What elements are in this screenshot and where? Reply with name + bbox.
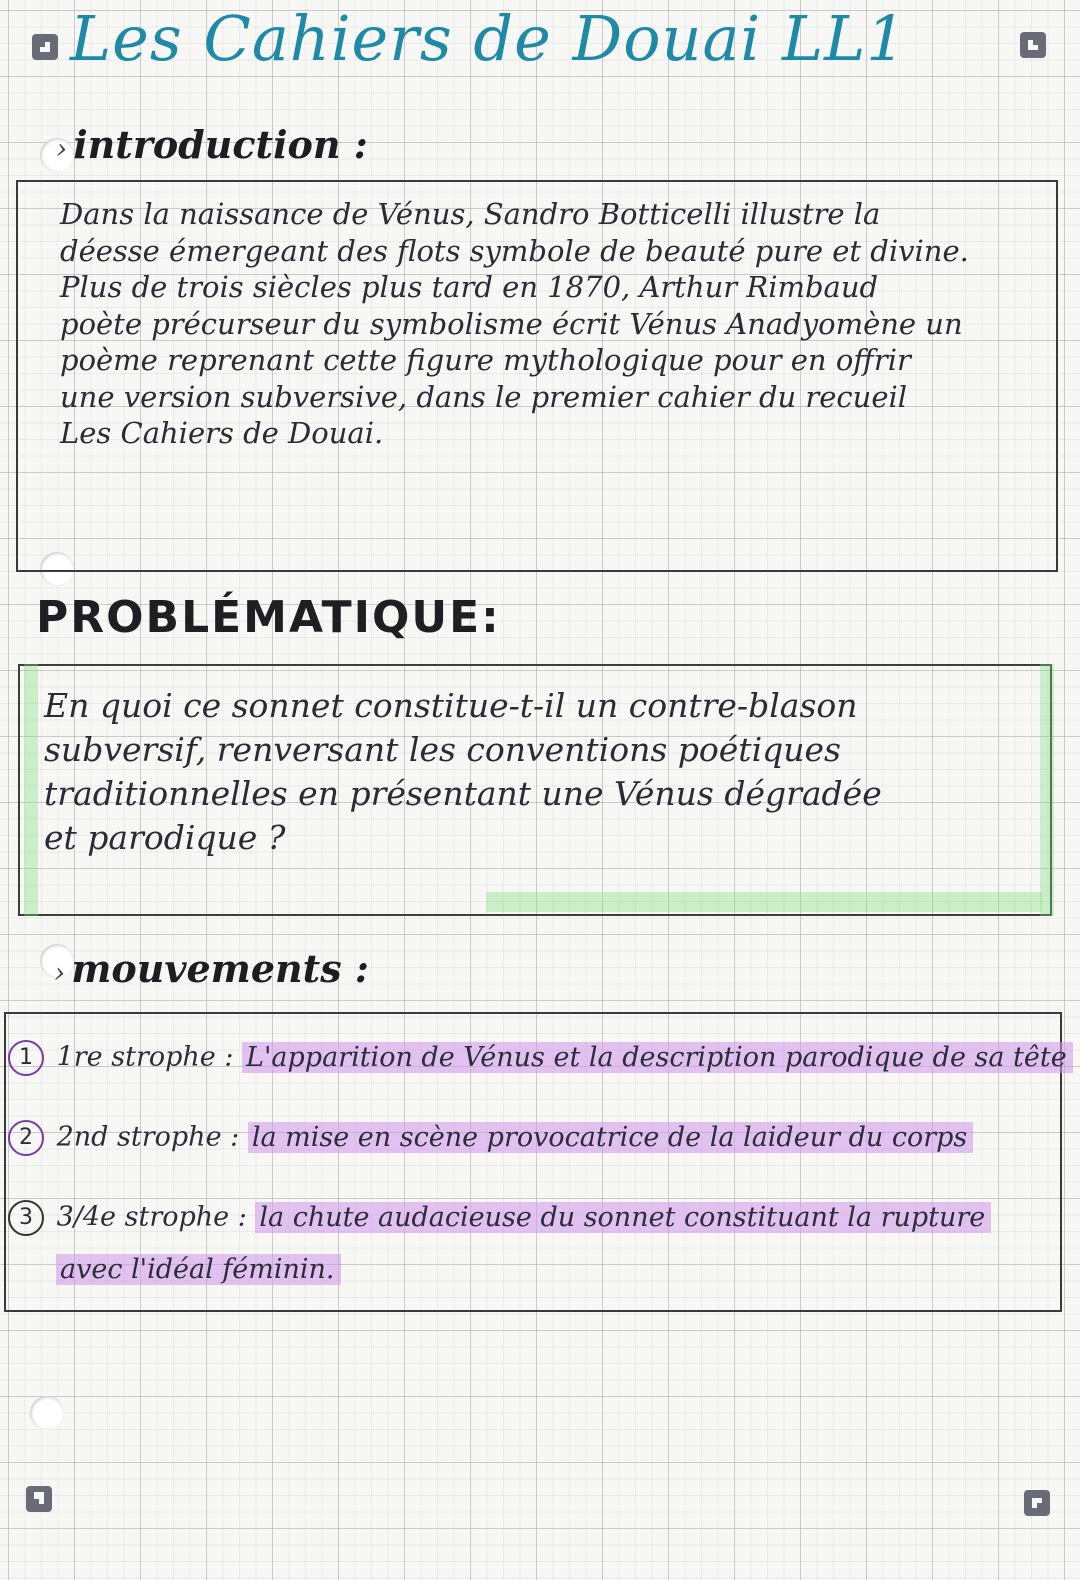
introduction-heading-text: introduction : (73, 122, 368, 167)
mouvement-text: L'apparition de Vénus et la description parodique de sa tête (242, 1042, 1073, 1073)
green-highlight-bar (24, 664, 38, 916)
green-highlight-bar (486, 892, 1042, 912)
problematique-line: traditionnelles en présentant une Vénus dégradée (44, 774, 882, 813)
mouvement-label: 3/4e strophe : (56, 1201, 247, 1233)
problematique-line: En quoi ce sonnet constitue-t-il un contre-blason (44, 686, 858, 725)
introduction-line: Les Cahiers de Douai. (60, 416, 384, 450)
mouvement-text: avec l'idéal féminin. (56, 1254, 341, 1285)
mouvements-heading (54, 946, 369, 991)
problematique-text (44, 684, 882, 860)
mouvement-item (8, 1200, 991, 1236)
mouvement-text: la chute audacieuse du sonnet constituant la rupture (255, 1202, 991, 1233)
introduction-line: déesse émergeant des flots symbole de beauté pure et divine. (60, 233, 969, 268)
mouvement-item (8, 1040, 1073, 1076)
problematique-line: subversif, renversant les conventions poétiques (44, 730, 841, 769)
green-highlight-bar (1040, 664, 1054, 916)
arrow-icon: › (56, 132, 68, 165)
introduction-line: une version subversive, dans le premier cahier du recueil (60, 379, 908, 414)
introduction-line: Plus de trois siècles plus tard en 1870, Arthur Rimbaud (60, 270, 879, 304)
corner-mark-top-right (1018, 30, 1048, 60)
introduction-line: Dans la naissance de Vénus, Sandro Botticelli illustre la (60, 197, 881, 231)
mouvement-number: 1 (8, 1040, 44, 1076)
mouvement-label: 1re strophe : (56, 1041, 234, 1073)
mouvement-number: 2 (8, 1120, 44, 1156)
problematique-line: et parodique ? (44, 818, 286, 857)
introduction-text (60, 196, 969, 452)
corner-mark-bottom-right (1022, 1488, 1052, 1518)
arrow-icon: › (54, 956, 66, 989)
page-title: Les Cahiers de Douai LL1 (70, 2, 907, 75)
introduction-heading (56, 122, 368, 167)
introduction-line: poète précurseur du symbolisme écrit Vénus Anadyomène un (60, 306, 963, 341)
mouvement-label: 2nd strophe : (56, 1121, 240, 1153)
mouvement-number: 3 (8, 1200, 44, 1236)
mouvement-text: la mise en scène provocatrice de la laideur du corps (248, 1122, 973, 1153)
punch-hole (30, 1396, 64, 1430)
problematique-heading: PROBLÉMATIQUE: (36, 592, 501, 643)
mouvements-heading-text: mouvements : (71, 946, 369, 991)
corner-mark-bottom-left (24, 1484, 54, 1514)
introduction-line: poème reprenant cette figure mythologique pour en offrir (60, 343, 911, 377)
mouvement-item (8, 1120, 973, 1156)
corner-mark-top-left (30, 32, 60, 62)
mouvement-item-continuation (56, 1254, 341, 1285)
